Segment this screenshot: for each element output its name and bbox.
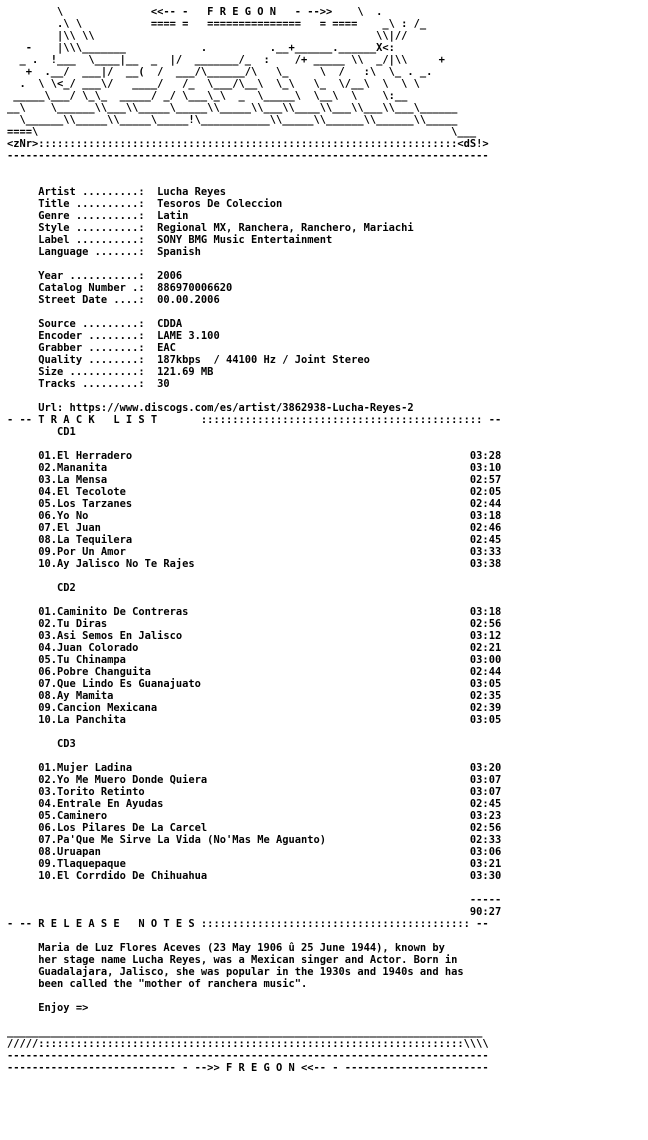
tracklist-line: 02.Yo Me Muero Donde Quiera 03:07 <box>7 774 502 786</box>
release-info-line: Catalog Number .: 886970006620 <box>7 282 233 294</box>
release-info-line: Language .......: Spanish <box>7 246 201 258</box>
release-info <box>7 162 648 414</box>
release-info-line: Genre ..........: Latin <box>7 210 189 222</box>
ascii-banner-line: _____\___/ \_\_ _____/ _/ \___\_\ _ \_____\ \__\ \ \:__ <box>7 90 408 102</box>
tracklist-line <box>7 726 648 738</box>
tracklist-line: 06.Pobre Changuita 02:44 <box>7 666 502 678</box>
tracklist-line <box>7 594 648 606</box>
tracklist-line: 05.Caminero 03:23 <box>7 810 502 822</box>
ascii-banner-line: |\\ \\ \\|// <box>7 30 408 42</box>
footer-banner-line: ____________________________________________________________________________ <box>7 1026 483 1038</box>
footer-banner-line: --------------------------- - -->> F R E G O N <<-- - ----------------------- <box>7 1062 489 1074</box>
release-info-line: Artist .........: Lucha Reyes <box>7 186 226 198</box>
tracklist-line: 06.Los Pilares De La Carcel 02:56 <box>7 822 502 834</box>
tracklist-line: 03.Asi Semos En Jalisco 03:12 <box>7 630 502 642</box>
tracklist-line <box>7 882 648 894</box>
release-info-line <box>7 390 648 402</box>
tracklist-line <box>7 570 648 582</box>
release-info-line: Url: https://www.discogs.com/es/artist/3862938-Lucha-Reyes-2 <box>7 402 414 414</box>
tracklist-line: 02.Mananita 03:10 <box>7 462 502 474</box>
release-info-line <box>7 174 648 186</box>
release-info-line <box>7 306 648 318</box>
tracklist-line: ----- <box>7 894 502 906</box>
tracklist-line: 09.Por Un Amor 03:33 <box>7 546 502 558</box>
ascii-banner-line: - |\\\_______ . .__+______.______X<: <box>7 42 395 54</box>
tracklist-line: 07.El Juan 02:46 <box>7 522 502 534</box>
release-notes-line: Guadalajara, Jalisco, she was popular in the 1930s and 1940s and has <box>7 966 464 978</box>
release-info-line: Size ...........: 121.69 MB <box>7 366 214 378</box>
tracklist-line: 01.Caminito De Contreras 03:18 <box>7 606 502 618</box>
tracklist-line: 07.Pa'Que Me Sirve La Vida (No'Mas Me Aguanto) 02:33 <box>7 834 502 846</box>
tracklist-header: - -- T R A C K L I S T ::::::::::::::::::::::::::::::::::::::::::::: -- <box>7 414 502 426</box>
tracklist-line: 05.Los Tarzanes 02:44 <box>7 498 502 510</box>
ascii-banner-line: ====\ \___ <box>7 126 477 138</box>
release-notes-line: Enjoy => <box>7 1002 89 1014</box>
tracklist-line: 03.La Mensa 02:57 <box>7 474 502 486</box>
tracklist-line: 10.El Corrdido De Chihuahua 03:30 <box>7 870 502 882</box>
release-notes-line: her stage name Lucha Reyes, was a Mexican singer and Actor. Born in <box>7 954 458 966</box>
tracklist-line <box>7 750 648 762</box>
tracklist-line: 90:27 <box>7 906 502 918</box>
tracklist-line <box>7 438 648 450</box>
tracklist-line: 06.Yo No 03:18 <box>7 510 502 522</box>
tracklist-line: 10.Ay Jalisco No Te Rajes 03:38 <box>7 558 502 570</box>
ascii-banner-line: . \ \<_/ ___\/ ____/ /_ \___/\__\ \_\ \_ \/__\ \ \ \ <box>7 78 420 90</box>
ascii-banner-line: __\ \______\\___\\_____\_____\\_____\\___\\____\\___\\___\\___\______ <box>7 102 458 114</box>
release-info-line: Tracks .........: 30 <box>7 378 170 390</box>
tracklist-line: CD2 <box>7 582 76 594</box>
tracklist-line: 02.Tu Diras 02:56 <box>7 618 502 630</box>
tracklist-line: 08.Uruapan 03:06 <box>7 846 502 858</box>
ascii-banner-line: \______\\_____\\_____\_____!\___________\\_____\\______\\______\\_____ <box>7 114 458 126</box>
footer-banner <box>7 1026 648 1074</box>
tracklist-line: 01.El Herradero 03:28 <box>7 450 502 462</box>
tracklist-line: 01.Mujer Ladina 03:20 <box>7 762 502 774</box>
tracklist-line: 10.La Panchita 03:05 <box>7 714 502 726</box>
ascii-banner-line: \ <<-- - F R E G O N - -->> \ . <box>7 6 383 18</box>
release-info-line: Street Date ....: 00.00.2006 <box>7 294 220 306</box>
release-info-line <box>7 258 648 270</box>
tracklist-line: 05.Tu Chinampa 03:00 <box>7 654 502 666</box>
release-notes-line: been called the "mother of ranchera music". <box>7 978 308 990</box>
tracklist-line: 09.Tlaquepaque 03:21 <box>7 858 502 870</box>
release-notes-header: - -- R E L E A S E N O T E S ::::::::::::::::::::::::::::::::::::::::::: -- <box>7 918 489 930</box>
tracklist <box>7 426 648 918</box>
ascii-banner-line: .\ \ ==== = =============== = ==== _\ : /_ <box>7 18 427 30</box>
release-notes <box>7 930 648 1026</box>
release-notes-line: Maria de Luz Flores Aceves (23 May 1906 û 25 June 1944), known by <box>7 942 445 954</box>
release-info-line: Label ..........: SONY BMG Music Entertainment <box>7 234 333 246</box>
release-notes-line <box>7 1014 648 1026</box>
tracklist-line: 08.La Tequilera 02:45 <box>7 534 502 546</box>
ascii-banner-line: + .__/ ___|/ __( / ___/\______/\ \_ \ / :\ \_ . _. <box>7 66 433 78</box>
release-info-line: Source .........: CDDA <box>7 318 183 330</box>
footer-banner-line: ----------------------------------------------------------------------------- <box>7 1050 489 1062</box>
tracklist-line: 04.El Tecolote 02:05 <box>7 486 502 498</box>
release-info-line <box>7 162 648 174</box>
release-notes-line <box>7 930 648 942</box>
ascii-banner-line: <zNr>:::::::::::::::::::::::::::::::::::::::::::::::::::::::::::::::::::<dS!> <box>7 138 489 150</box>
release-info-line: Title ..........: Tesoros De Coleccion <box>7 198 283 210</box>
tracklist-line: CD1 <box>7 426 76 438</box>
release-info-line: Style ..........: Regional MX, Ranchera, Ranchero, Mariachi <box>7 222 414 234</box>
tracklist-line: 07.Que Lindo Es Guanajuato 03:05 <box>7 678 502 690</box>
ascii-banner-line: _ . !___ \____|__ _ |/ _______/_ : /+ _____ \\ _/|\\ + <box>7 54 445 66</box>
footer-banner-line: /////::::::::::::::::::::::::::::::::::::::::::::::::::::::::::::::::::::\\\\ <box>7 1038 489 1050</box>
tracklist-line: 08.Ay Mamita 02:35 <box>7 690 502 702</box>
ascii-banner-line: ----------------------------------------------------------------------------- <box>7 150 489 162</box>
release-info-line: Year ...........: 2006 <box>7 270 183 282</box>
release-info-line: Grabber ........: EAC <box>7 342 176 354</box>
tracklist-line: 03.Torito Retinto 03:07 <box>7 786 502 798</box>
tracklist-line: 09.Cancion Mexicana 02:39 <box>7 702 502 714</box>
ascii-banner <box>7 6 648 162</box>
release-info-line: Quality ........: 187kbps / 44100 Hz / Joint Stereo <box>7 354 370 366</box>
release-info-line: Encoder ........: LAME 3.100 <box>7 330 220 342</box>
release-notes-line <box>7 990 648 1002</box>
tracklist-line: 04.Entrale En Ayudas 02:45 <box>7 798 502 810</box>
tracklist-line: 04.Juan Colorado 02:21 <box>7 642 502 654</box>
tracklist-line: CD3 <box>7 738 76 750</box>
